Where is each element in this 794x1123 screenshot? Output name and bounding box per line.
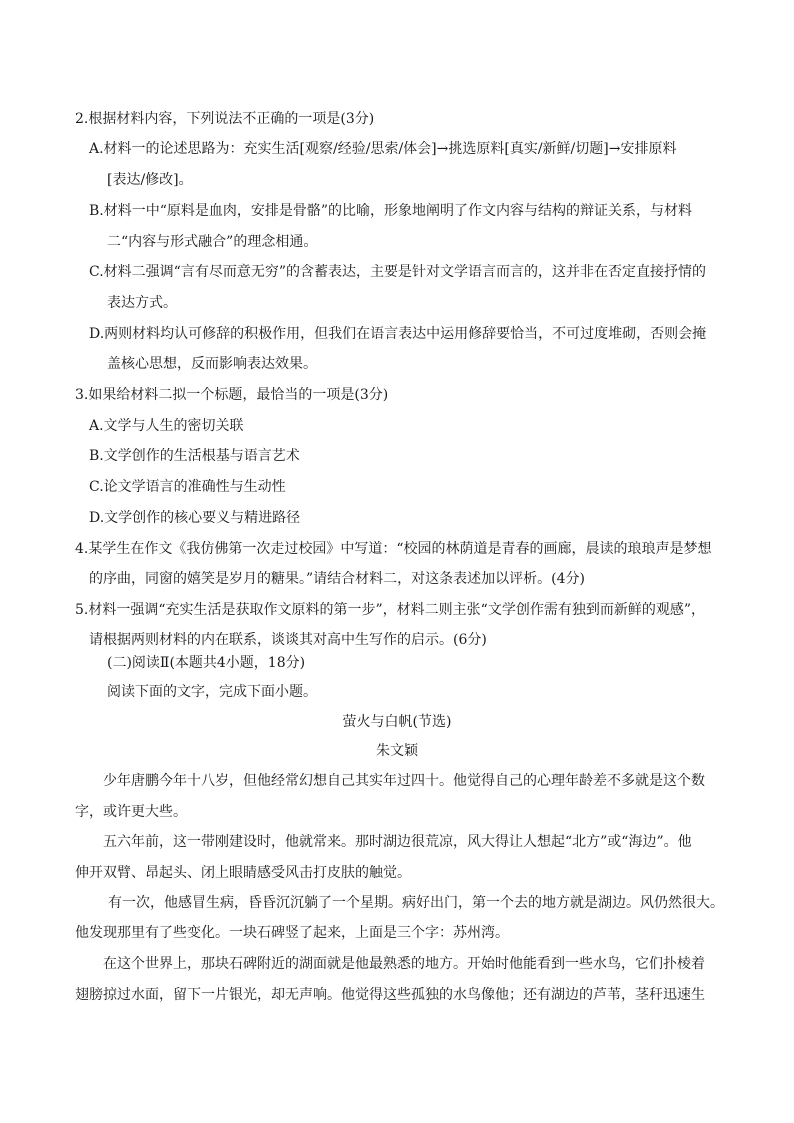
paragraph-2-line2: 伸开双臂、昂起头、闭上眼睛感受风击打皮肤的触觉。 [75, 865, 411, 881]
q3-option-a: A.文学与人生的密切关联 [89, 418, 244, 434]
q2-option-a-line1: A.材料一的论述思路为：充实生活[观察/经验/思索/体会]→挑选原料[真实/新鲜/切题]→安排原料 [89, 141, 677, 157]
q2-option-c-line1: C.材料二强调“言有尽而意无穷”的含蓄表达，主要是针对文学语言而言的，这并非在否定直接抒情的 [89, 264, 706, 280]
paragraph-1-line2: 字，或许更大些。 [75, 804, 187, 820]
q5-line2: 请根据两则材料的内在联系，谈谈其对高中生写作的启示。(6分) [89, 632, 487, 648]
paragraph-3-line2: 他发现那里有了些变化。一块石碑竖了起来，上面是三个字：苏州湾。 [75, 925, 509, 941]
q3-option-d: D.文学创作的核心要义与精进路径 [89, 510, 301, 526]
q4-line2: 的序曲，同窗的嬉笑是岁月的糖果。”请结合材料二，对这条表述加以评析。(4分) [89, 571, 585, 587]
paragraph-2-line1: 五六年前，这一带刚建设时，他就常来。那时湖边很荒凉，风大得让人想起“北方”或“海边”。他 [103, 834, 692, 850]
q2-option-a-line2: [表达/修改]。 [107, 172, 193, 188]
q2-stem: 2.根据材料内容，下列说法不正确的一项是(3分) [75, 111, 375, 127]
q3-stem: 3.如果给材料二拟一个标题，最恰当的一项是(3分) [75, 387, 389, 403]
q3-option-c: C.论文学语言的准确性与生动性 [89, 479, 286, 495]
paragraph-1-line1: 少年唐鹏今年十八岁，但他经常幻想自己其实年过四十。他觉得自己的心理年龄差不多就是这个数 [103, 773, 705, 789]
paragraph-4-line2: 翅膀掠过水面，留下一片银光，却无声响。他觉得这些孤独的水鸟像他；还有湖边的芦苇，茎秆迅速生 [75, 987, 705, 1003]
paragraph-4-line1: 在这个世界上，那块石碑附近的湖面就是他最熟悉的地方。开始时他能看到一些水鸟，它们扑棱着 [103, 956, 705, 972]
q2-option-c-line2: 表达方式。 [107, 295, 177, 311]
q2-option-d-line2: 盖核心思想，反而影响表达效果。 [107, 356, 317, 372]
q5-line1: 5.材料一强调“充实生活是获取作文原料的第一步”，材料二则主张“文学创作需有独到而新鲜的观感”， [75, 602, 705, 618]
article-title: 萤火与白帆(节选) [342, 714, 452, 730]
article-author: 朱文颖 [376, 743, 418, 759]
q2-option-b-line1: B.材料一中“原料是血肉，安排是骨骼”的比喻，形象地阐明了作文内容与结构的辩证关系，与材料 [89, 203, 693, 219]
q4-line1: 4.某学生在作文《我仿佛第一次走过校园》中写道：“校园的林荫道是青春的画廊，晨读的琅琅声是梦想 [75, 541, 712, 557]
q2-option-b-line2: 二“内容与形式融合”的理念相通。 [107, 234, 318, 250]
paragraph-3-line1: 有一次，他感冒生病，昏昏沉沉躺了一个星期。病好出门，第一个去的地方就是湖边。风仍然很大。 [108, 895, 724, 911]
section-heading: (二)阅读Ⅱ(本题共4小题，18分) [107, 655, 306, 671]
q3-option-b: B.文学创作的生活根基与语言艺术 [89, 448, 300, 464]
q2-option-d-line1: D.两则材料均认可修辞的积极作用，但我们在语言表达中运用修辞要恰当，不可过度堆砌，否则会掩 [89, 326, 707, 342]
section-instruction: 阅读下面的文字，完成下面小题。 [107, 684, 317, 700]
